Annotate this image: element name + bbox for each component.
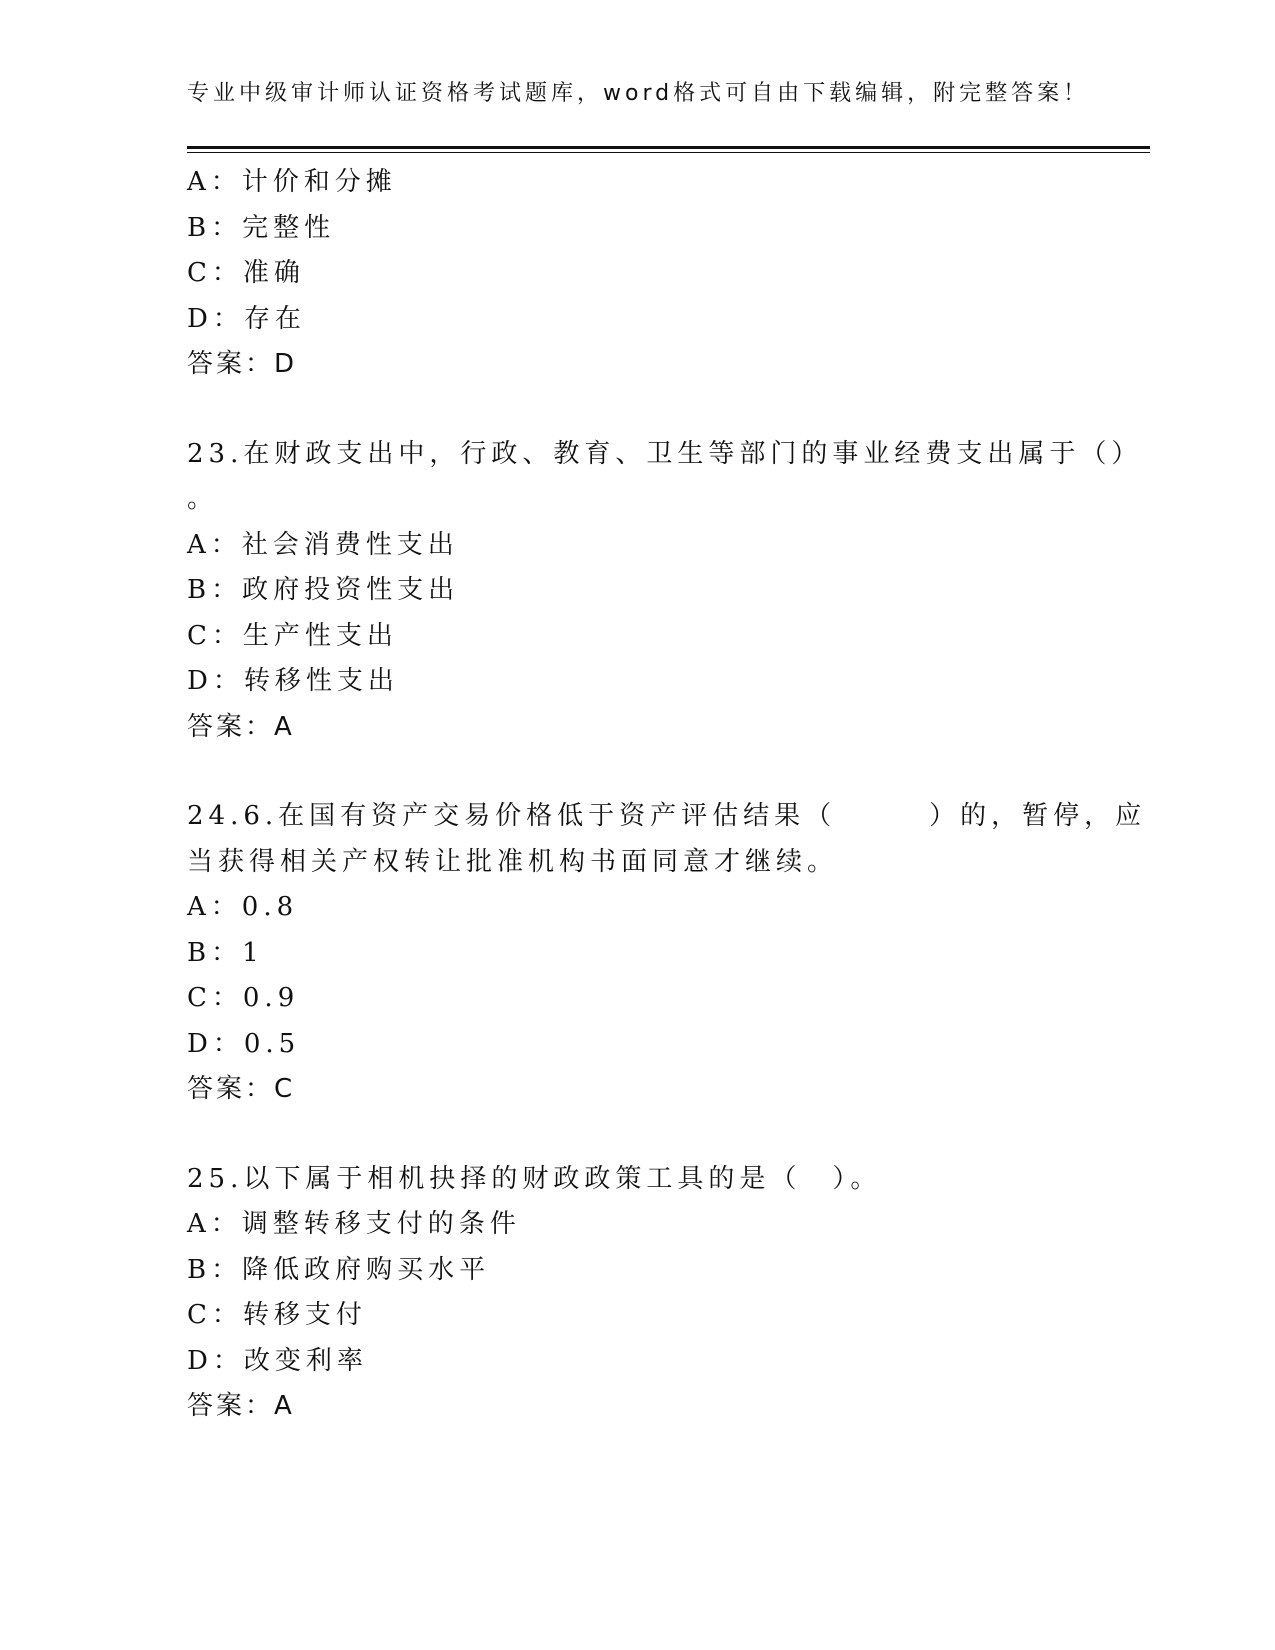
question-stem: 23.在财政支出中，行政、教育、卫生等部门的事业经费支出属于（） (187, 438, 1143, 469)
option-d: D：转移性支出 (187, 666, 399, 696)
option-b: B：降低政府购买水平 (187, 1254, 491, 1285)
question-stem: 25.以下属于相机抉择的财政政策工具的是（ ）。 (187, 1163, 882, 1194)
answer: 答案：C (187, 1074, 296, 1104)
page-header: 专业中级审计师认证资格考试题库，word格式可自由下载编辑，附完整答案！ (187, 81, 1090, 106)
question-24 (187, 794, 1147, 1113)
answer: 答案：A (187, 1391, 295, 1421)
question-stem: 24.6.在国有资产交易价格低于资产评估结果（ ）的，暂停，应 (187, 801, 1147, 831)
option-c: C：0.9 (187, 983, 300, 1013)
option-d: D：0.5 (187, 1028, 301, 1059)
option-c: C：准确 (187, 258, 305, 288)
option-b: B：1 (187, 937, 264, 968)
option-d: D：存在 (187, 303, 306, 334)
option-c: C：生产性支出 (187, 620, 398, 651)
answer: 答案：D (187, 349, 298, 379)
option-c: C：转移支付 (187, 1300, 367, 1330)
question-list (187, 160, 1147, 1430)
option-b: B：完整性 (187, 212, 336, 243)
option-a: A：调整转移支付的条件 (187, 1209, 521, 1239)
header-rule-thin (187, 152, 1150, 153)
question-stem-cont: 。 (187, 484, 219, 514)
option-d: D：改变利率 (187, 1345, 368, 1376)
option-a: A：0.8 (187, 892, 299, 922)
question-23 (187, 432, 1143, 751)
option-a: A：社会消费性支出 (187, 529, 459, 560)
header-rule-thick (187, 146, 1150, 149)
question-25 (187, 1157, 1087, 1430)
option-a: A：计价和分摊 (187, 167, 397, 197)
answer: 答案：A (187, 711, 295, 742)
option-b: B：政府投资性支出 (187, 575, 460, 605)
question-stem-cont: 当获得相关产权转让批准机构书面同意才继续。 (187, 846, 839, 877)
question-22-tail (187, 160, 1087, 388)
